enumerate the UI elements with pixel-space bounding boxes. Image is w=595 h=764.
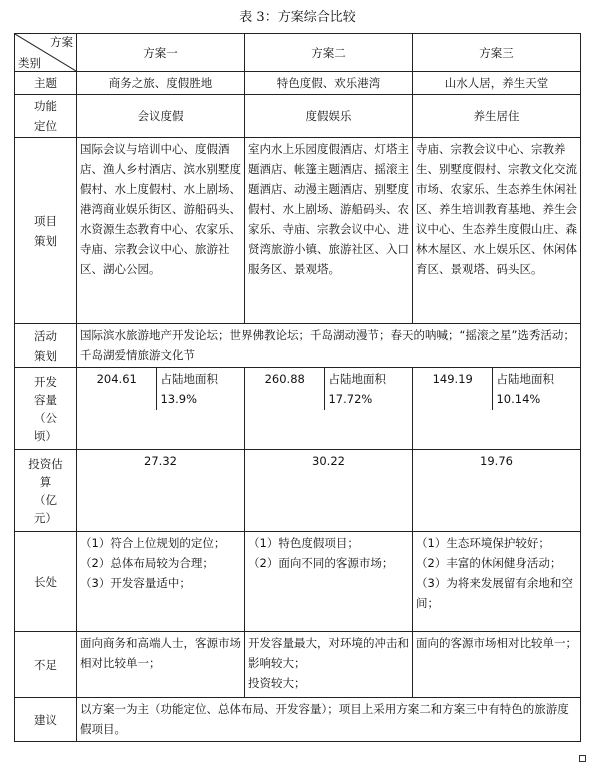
suggestion-value: 以方案一为主（功能定位、总体布局、开发容量）；项目上采用方案二和方案三中有特色的旅游度假项目。 — [77, 698, 581, 742]
activities-value: 国际滨水旅游地产开发论坛；世界佛教论坛；千岛湖动漫节；春天的呐喊；“摇滚之星”选秀活动；千岛湖爱情旅游文化节 — [77, 324, 581, 368]
projects-row — [15, 138, 581, 324]
function-plan-1: 会议度假 — [77, 95, 245, 138]
weaknesses-plan-2: 开发容量最大，对环境的冲击和影响较大； 投资较大； — [245, 632, 413, 698]
plan-header-2: 方案二 — [245, 34, 413, 72]
investment-plan-3: 19.76 — [413, 450, 581, 532]
function-row — [15, 95, 581, 138]
activities-row — [15, 324, 581, 368]
theme-plan-2: 特色度假、欢乐港湾 — [245, 72, 413, 95]
header-row — [15, 34, 581, 72]
capacity-area-3: 149.19 — [432, 372, 473, 386]
table-resize-handle[interactable] — [579, 755, 586, 762]
table-title: 表 3：方案综合比较 — [239, 10, 356, 25]
function-label: 功能 定位 — [15, 95, 77, 138]
capacity-area-2: 260.88 — [264, 372, 305, 386]
theme-plan-1: 商务之旅、度假胜地 — [77, 72, 245, 95]
investment-label: 投资估 算 （亿 元） — [15, 450, 77, 532]
capacity-plan-1 — [77, 368, 245, 450]
activities-label: 活动 策划 — [15, 324, 77, 368]
strengths-plan-2: （1）特色度假项目； （2）面向不同的客源市场； — [245, 532, 413, 632]
projects-plan-2: 室内水上乐园度假酒店、灯塔主题酒店、帐篷主题酒店、摇滚主题酒店、动漫主题酒店、别墅度假村、水上剧场、游船码头、农家乐、寺庙、宗教会议中心、进贤湾旅游小镇、旅游社区、入口服务区、景观塔。 — [245, 138, 413, 324]
projects-plan-3: 寺庙、宗教会议中心、宗教养生、别墅度假村、宗教文化交流市场、农家乐、生态养生休闲社区、养生培训教育基地、养生会议中心、生态养生度假山庄、森林木屋区、水上娱乐区、休闲体育区、景观塔、码头区。 — [413, 138, 581, 324]
plan-header-3: 方案三 — [413, 34, 581, 72]
suggestion-row — [15, 698, 581, 742]
corner-cell — [15, 34, 77, 72]
investment-row — [15, 450, 581, 532]
function-plan-2: 度假娱乐 — [245, 95, 413, 138]
comparison-table — [14, 33, 581, 742]
theme-row — [15, 72, 581, 95]
plan-header-1: 方案一 — [77, 34, 245, 72]
weaknesses-row — [15, 632, 581, 698]
theme-label: 主题 — [15, 72, 77, 95]
capacity-row — [15, 368, 581, 450]
capacity-ratio-1: 占陆地面积 13.9% — [157, 368, 244, 410]
corner-top-label: 方案 — [50, 35, 73, 49]
capacity-ratio-2: 占陆地面积 17.72% — [325, 368, 412, 410]
strengths-row — [15, 532, 581, 632]
strengths-plan-1: （1）符合上位规划的定位； （2）总体布局较为合理； （3）开发容量适中； — [77, 532, 245, 632]
strengths-plan-3: （1）生态环境保护较好； （2）丰富的休闲健身活动； （3）为将来发展留有余地和空间； — [413, 532, 581, 632]
weaknesses-label: 不足 — [15, 632, 77, 698]
capacity-area-1: 204.61 — [96, 372, 137, 386]
investment-plan-1: 27.32 — [77, 450, 245, 532]
projects-plan-1: 国际会议与培训中心、度假酒店、渔人乡村酒店、滨水别墅度假村、水上度假村、水上剧场、港湾商业娱乐街区、游船码头、水资源生态教育中心、农家乐、寺庙、宗教会议中心、旅游社区、湖心公园。 — [77, 138, 245, 324]
theme-plan-3: 山水人居，养生天堂 — [413, 72, 581, 95]
weaknesses-plan-1: 面向商务和高端人士，客源市场相对比较单一； — [77, 632, 245, 698]
projects-label: 项目 策划 — [15, 138, 77, 324]
capacity-plan-2 — [245, 368, 413, 450]
capacity-plan-3 — [413, 368, 581, 450]
function-plan-3: 养生居住 — [413, 95, 581, 138]
capacity-label: 开发 容量 （公 顷） — [15, 368, 77, 450]
corner-bottom-label: 类别 — [18, 56, 41, 70]
weaknesses-plan-3: 面向的客源市场相对比较单一； — [413, 632, 581, 698]
capacity-ratio-3: 占陆地面积 10.14% — [493, 368, 580, 410]
strengths-label: 长处 — [15, 532, 77, 632]
investment-plan-2: 30.22 — [245, 450, 413, 532]
suggestion-label: 建议 — [15, 698, 77, 742]
